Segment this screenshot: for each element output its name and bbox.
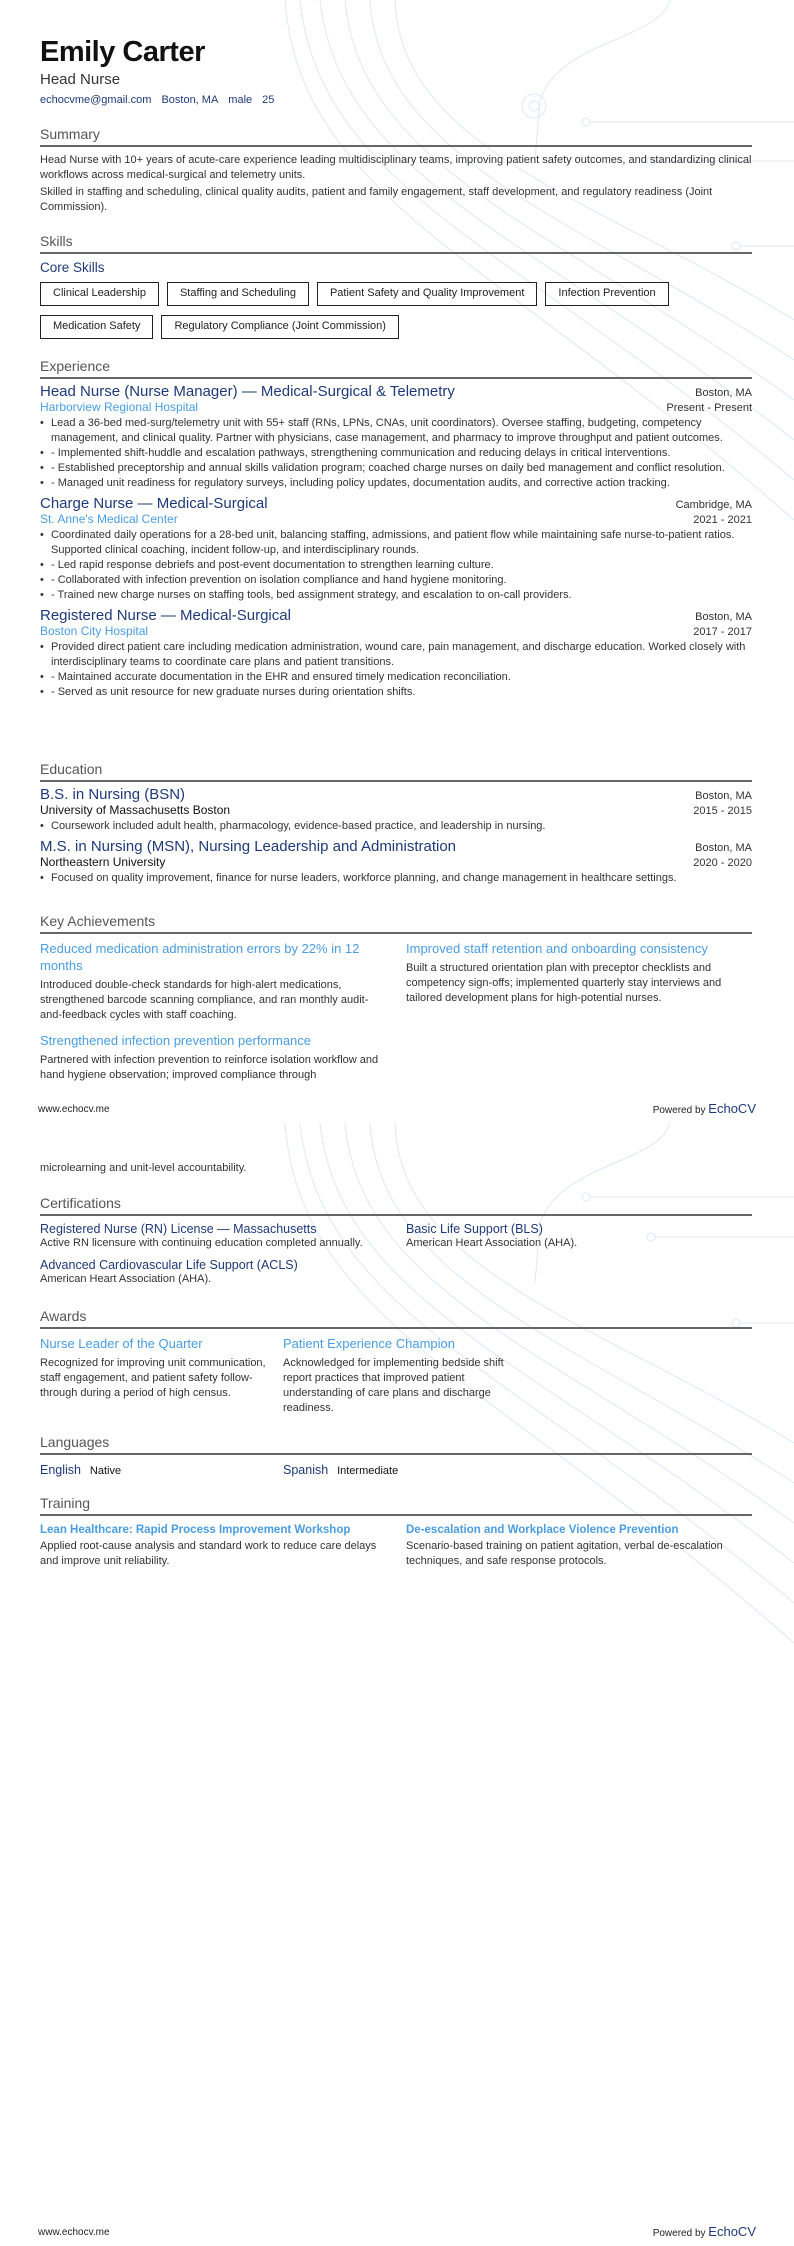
job-location: Cambridge, MA	[675, 499, 752, 511]
school-name: Northeastern University	[40, 855, 166, 869]
training-title: Lean Healthcare: Rapid Process Improvement Workshop	[40, 1524, 351, 1536]
achievement-item	[40, 940, 386, 1083]
footer-powered-by	[653, 1101, 756, 1116]
certification-item	[406, 1222, 752, 1251]
age: 25	[262, 94, 275, 106]
job-location: Boston, MA	[695, 611, 752, 623]
school-location: Boston, MA	[695, 842, 752, 854]
section-heading: Skills	[40, 233, 752, 254]
education-entry	[40, 838, 752, 886]
section-heading: Training	[40, 1495, 752, 1516]
education-dates: 2020 - 2020	[693, 857, 752, 869]
achievement-title: Strengthened infection prevention performance	[40, 1033, 312, 1048]
skill-group-title: Core Skills	[40, 260, 105, 275]
training-section	[40, 1495, 752, 1569]
job-title: Charge Nurse — Medical-Surgical	[40, 495, 268, 512]
candidate-name: Emily Carter	[40, 36, 205, 68]
summary-paragraph: Head Nurse with 10+ years of acute-care experience leading multidisciplinary teams, improving patient safety outcomes, and standardizing clinical workflows across medical-surgical and telemetry units.	[40, 154, 752, 181]
brand-link[interactable]: EchoCV	[708, 2224, 756, 2239]
school-location: Boston, MA	[695, 790, 752, 802]
degree: M.S. in Nursing (MSN), Nursing Leadership and Administration	[40, 838, 457, 855]
job-dates: 2021 - 2021	[693, 514, 752, 526]
job-bullet: • - Led rapid response debriefs and post-event documentation to strengthen learning culture.	[40, 558, 752, 573]
location: Boston, MA	[161, 94, 219, 106]
footer-website-link[interactable]: www.echocv.me	[38, 1104, 110, 1115]
job-bullet: • - Maintained accurate documentation in the EHR and ensured timely medication reconciliation.	[40, 670, 752, 685]
certification-item	[40, 1258, 386, 1287]
school-name: University of Massachusetts Boston	[40, 803, 231, 817]
resume-page-2	[0, 1123, 794, 2246]
award-item	[283, 1335, 511, 1416]
certification-title: Advanced Cardiovascular Life Support (ACLS)	[40, 1258, 298, 1272]
job-bullet: • - Implemented shift-huddle and escalation pathways, strengthening communication and reducing delays in critical interventions.	[40, 446, 752, 461]
certification-desc: Active RN licensure with continuing education completed annually.	[40, 1237, 363, 1249]
certifications-section	[40, 1195, 752, 1287]
company-name: St. Anne's Medical Center	[40, 512, 178, 526]
summary-section	[40, 126, 752, 215]
job-entry	[40, 383, 752, 491]
job-dates: 2017 - 2017	[693, 626, 752, 638]
language-level: Intermediate	[337, 1465, 399, 1477]
job-bullet: • Coordinated daily operations for a 28-bed unit, balancing staffing, admissions, and patient flow while maintaining safe nurse-to-patient ratios. Supported clinical coaching, incident follow-up, and interdisciplinary rounds.	[40, 528, 752, 558]
job-title: Head Nurse (Nurse Manager) — Medical-Surgical & Telemetry	[40, 383, 455, 400]
job-bullet: • - Served as unit resource for new graduate nurses during orientation shifts.	[40, 685, 752, 700]
achievement-desc: Partnered with infection prevention to reinforce isolation workflow and hand hygiene observation; improved compliance through	[40, 1054, 379, 1081]
education-bullet: • Coursework included adult health, pharmacology, evidence-based practice, and leadership in nursing.	[40, 819, 752, 834]
achievement-title: Improved staff retention and onboarding consistency	[406, 941, 708, 956]
education-section	[40, 761, 752, 886]
section-heading: Languages	[40, 1434, 752, 1455]
award-title: Nurse Leader of the Quarter	[40, 1336, 203, 1351]
section-heading: Key Achievements	[40, 913, 752, 934]
language-level: Native	[89, 1465, 122, 1477]
powered-label: Powered by	[652, 1105, 706, 1116]
achievement-desc: Built a structured orientation plan with preceptor checklists and competency sign-offs; implemented quarterly stay interviews and tailored development plans for high-potential nurses.	[406, 962, 722, 1004]
contact-info	[40, 94, 752, 106]
section-heading: Certifications	[40, 1195, 752, 1216]
award-desc: Acknowledged for implementing bedside shift report practices that improved patient understanding of care plans and discharge readiness.	[283, 1357, 504, 1414]
skill-tag: Medication Safety	[40, 315, 153, 339]
award-item	[40, 1335, 268, 1416]
job-dates: Present - Present	[666, 402, 752, 414]
award-title: Patient Experience Champion	[283, 1336, 455, 1351]
job-bullet: • - Trained new charge nurses on staffing tools, bed assignment strategy, and escalation to on-call providers.	[40, 588, 752, 603]
certification-title: Basic Life Support (BLS)	[406, 1222, 543, 1236]
job-entry	[40, 495, 752, 603]
achievement-item	[406, 940, 752, 1083]
skill-tag: Clinical Leadership	[40, 282, 159, 306]
company-name: Boston City Hospital	[40, 624, 149, 638]
job-entry	[40, 607, 752, 700]
email-link[interactable]: echocvme@gmail.com	[40, 94, 152, 106]
skill-tag: Regulatory Compliance (Joint Commission)	[161, 315, 399, 339]
skill-tag: Staffing and Scheduling	[167, 282, 309, 306]
training-desc: Applied root-cause analysis and standard work to reduce care delays and improve unit reliability.	[40, 1540, 377, 1567]
training-item	[40, 1522, 386, 1569]
education-bullet: • Focused on quality improvement, finance for nurse leaders, workforce planning, and change management in healthcare settings.	[40, 871, 752, 886]
language-item	[40, 1461, 268, 1479]
section-heading: Education	[40, 761, 752, 782]
job-bullet: • - Managed unit readiness for regulatory surveys, including policy updates, documentation audits, and corrective action tracking.	[40, 476, 752, 491]
skill-tag: Infection Prevention	[545, 282, 668, 306]
language-item	[283, 1461, 511, 1479]
award-desc: Recognized for improving unit communication, staff engagement, and patient safety follow-through during a period of high census.	[40, 1357, 266, 1399]
company-name: Harborview Regional Hospital	[40, 400, 199, 414]
brand-link[interactable]: EchoCV	[708, 1101, 756, 1116]
achievement-title: Reduced medication administration errors by 22% in 12 months	[40, 941, 360, 973]
powered-label: Powered by	[652, 2228, 706, 2239]
awards-section	[40, 1308, 752, 1416]
job-bullet: • - Established preceptorship and annual skills validation program; coached charge nurses on daily bed management and conflict resolution.	[40, 461, 752, 476]
training-title: De-escalation and Workplace Violence Prevention	[406, 1524, 679, 1536]
achievement-desc: Introduced double-check standards for high-alert medications, strengthened barcode scanning compliance, and ran monthly audit-and-feedback cycles with staff coaching.	[40, 979, 369, 1021]
footer-powered-by	[653, 2224, 756, 2239]
certification-item	[40, 1222, 386, 1251]
gender: male	[228, 94, 253, 106]
section-heading: Summary	[40, 126, 752, 147]
summary-paragraph: Skilled in staffing and scheduling, clinical quality audits, patient and family engagement, staff development, and regulatory readiness (Joint Commission).	[40, 186, 713, 213]
skills-section	[40, 233, 752, 339]
job-location: Boston, MA	[695, 387, 752, 399]
job-bullet: • - Collaborated with infection prevention on isolation compliance and hand hygiene monitoring.	[40, 573, 752, 588]
language-name: English	[40, 1463, 81, 1477]
training-desc: Scenario-based training on patient agitation, verbal de-escalation techniques, and safe response protocols.	[406, 1540, 723, 1567]
job-title: Registered Nurse — Medical-Surgical	[40, 607, 291, 624]
achievements-section	[40, 913, 752, 1083]
experience-section	[40, 358, 752, 700]
education-dates: 2015 - 2015	[693, 805, 752, 817]
job-bullet: • Provided direct patient care including medication administration, wound care, pain management, and discharge education. Worked closely with interdisciplinary teams to coordinate care plans and patient transitions.	[40, 640, 752, 670]
certification-title: Registered Nurse (RN) License — Massachusetts	[40, 1222, 317, 1236]
achievement-desc-continued: microlearning and unit-level accountability.	[40, 1162, 247, 1174]
section-heading: Experience	[40, 358, 752, 379]
training-item	[406, 1522, 752, 1569]
skill-tag: Patient Safety and Quality Improvement	[317, 282, 537, 306]
education-entry	[40, 786, 752, 834]
footer-website-link[interactable]: www.echocv.me	[38, 2227, 110, 2238]
job-bullet: • Lead a 36-bed med-surg/telemetry unit with 55+ staff (RNs, LPNs, CNAs, unit coordinators). Oversee staffing, budgeting, competency management, and clinical quality. Partner with physicians, case management, and pharmacy to improve throughput and patient outcomes.	[40, 416, 752, 446]
background-circuit-decoration	[0, 1123, 794, 2246]
languages-section	[40, 1434, 752, 1479]
degree: B.S. in Nursing (BSN)	[40, 786, 186, 803]
skill-tags	[40, 282, 752, 339]
certification-desc: American Heart Association (AHA).	[40, 1273, 212, 1285]
language-name: Spanish	[283, 1463, 329, 1477]
certification-desc: American Heart Association (AHA).	[406, 1237, 578, 1249]
section-heading: Awards	[40, 1308, 752, 1329]
candidate-title: Head Nurse	[40, 71, 121, 88]
